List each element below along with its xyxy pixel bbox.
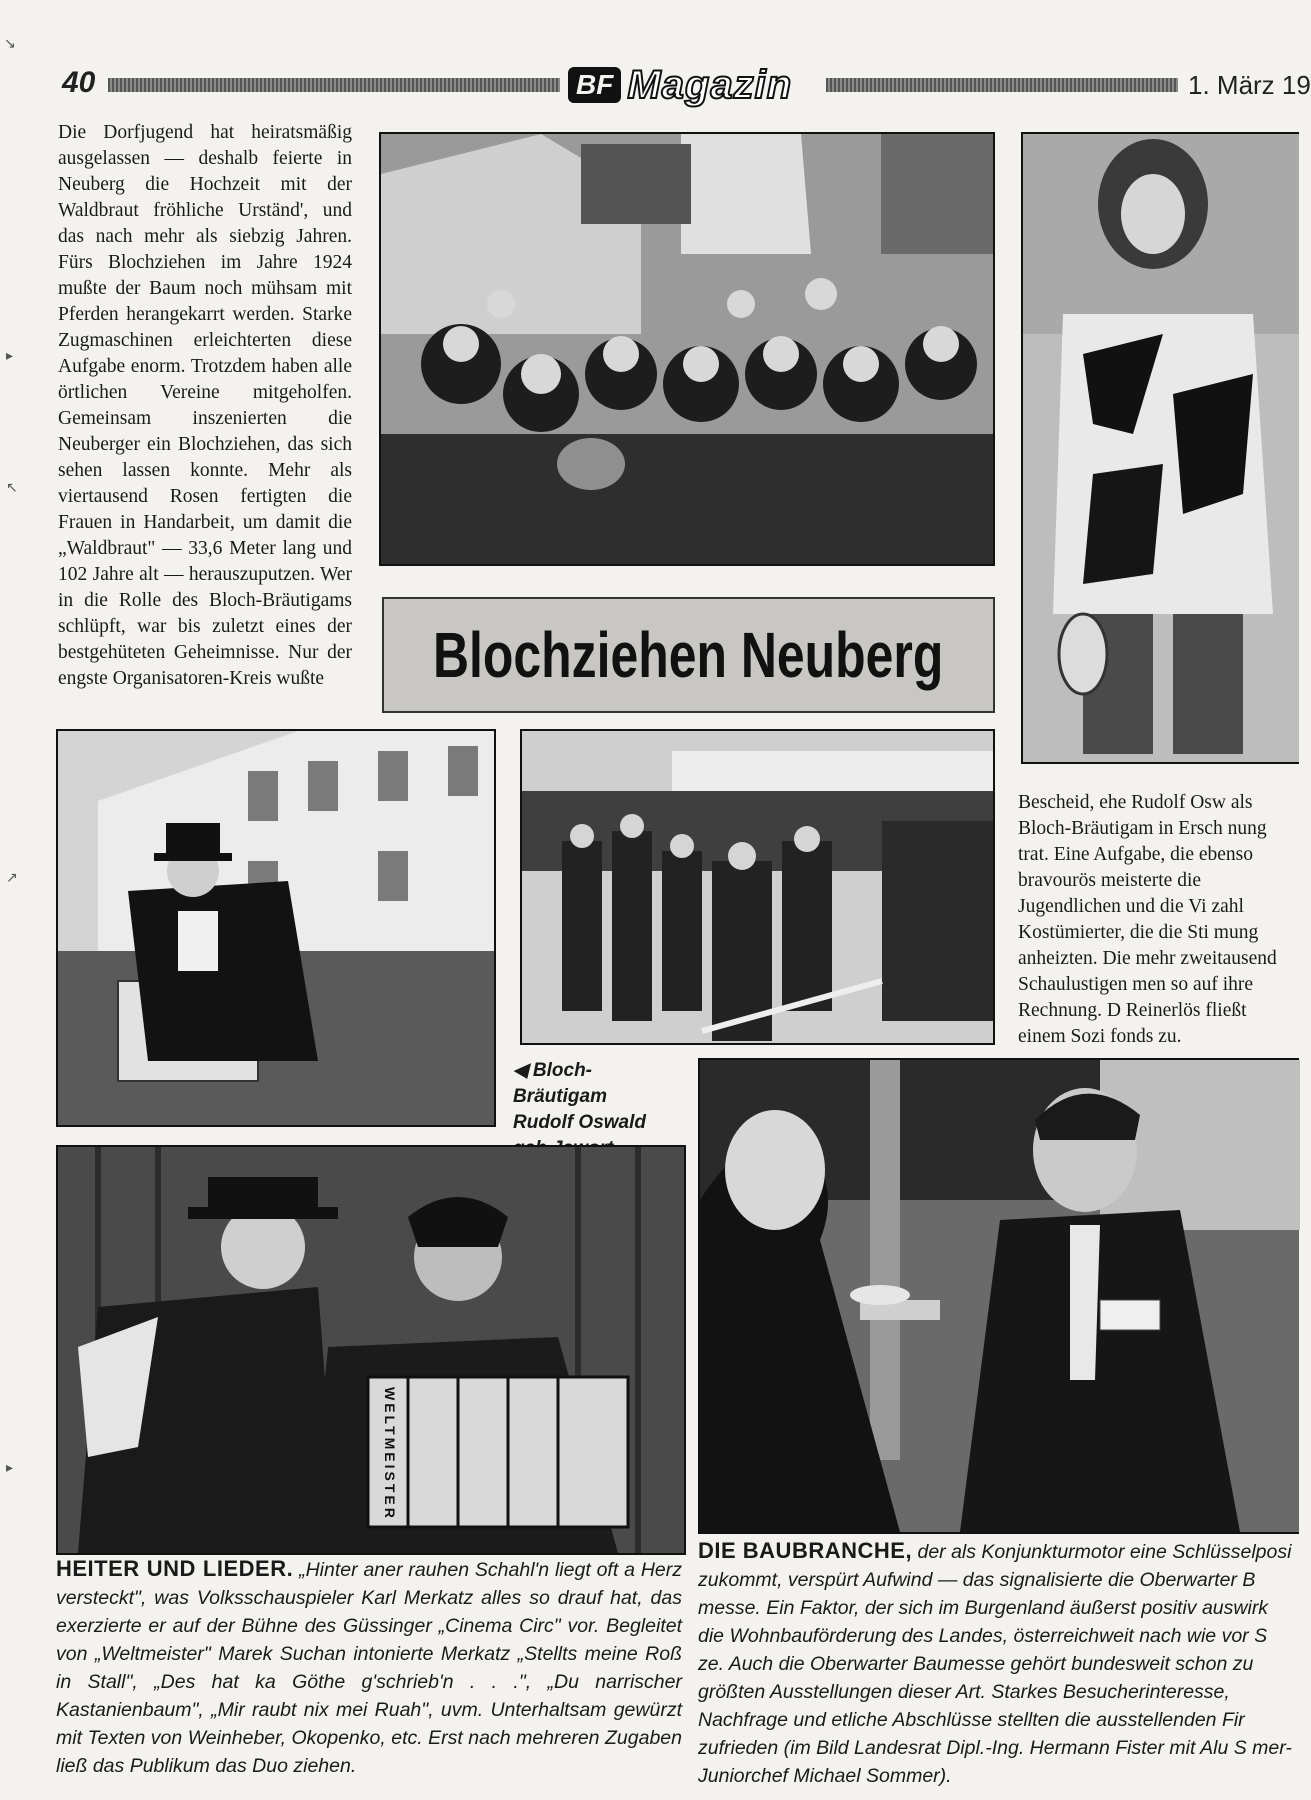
photo-children-on-tree (379, 132, 995, 566)
headline-box (382, 597, 995, 713)
headline: Blochziehen Neuberg (433, 619, 944, 691)
photo-baumesse (698, 1058, 1299, 1534)
margin-mark: ↘ (4, 36, 16, 52)
header-rule-right (826, 78, 1178, 92)
article-column-2: Bescheid, ehe Rudolf Osw als Bloch-Bräutigam in Ersch nung trat. Eine Aufgabe, die ebenso bravourös meisterte die Jugendlichen und die Vi zahl Kostümierter, die die Sti mung anheizten. Die mehr zweitausend Schaulustigen men so auf ihre Rechnung. D Reinerlös fließt einem Sozi fonds zu. (1018, 792, 1277, 1047)
issue-date: 1. März 19 (1188, 70, 1311, 100)
caption-bau-lead: DIE BAUBRANCHE, (698, 1538, 913, 1563)
caption-baubranche (698, 1537, 1297, 1793)
logo-magazin: Magazin (627, 62, 793, 107)
header-rule-left (108, 78, 560, 92)
accordion-brand: WELTMEISTER (382, 1387, 398, 1521)
caption-bau-text: der als Konjunkturmotor eine Schlüsselposi zukommt, verspürt Aufwind — das signalisierte die Oberwarter B messe. Ein Faktor, der sich im Burgenland äußerst positiv auswirk die Wohnbauförderung des Landes, österreichweit nach wie vor S ze. Auch die Oberwarter Baumesse gehört bundesweit schon zu größten Ausstellungen dieser Art. Starkes Besucherinteresse, Nachfrage und etliche Abschlüsse stellten die ausstellenden Fir zufrieden (im Bild Landesrat Dipl.-Ing. Hermann Fister mit Alu S mer-Juniorchef Michael Sommer). (698, 1541, 1292, 1787)
margin-mark: ▸ (6, 348, 14, 364)
magazine-logo (568, 60, 792, 110)
article-column-1: Die Dorfjugend hat heiratsmäßig ausgelassen — deshalb feierte in Neuberg die Hochzeit mit der Waldbraut fröhliche Urständ', und das nach mehr als siebzig Jahren. Fürs Blochziehen im Jahre 1924 mußte der Baum noch mühsam mit Pferden herangekarrt werden. Starke Zugmaschinen erleichterten diese Aufgabe enorm. Trotzdem haben alle örtlichen Vereine mitgeholfen. Gemeinsam inszenierten die Neuberger ein Blochziehen, das sich sehen lassen konnte. Mehr als viertausend Rosen fertigten die Frauen in Handarbeit, um damit die „Waldbraut" — 33,6 Meter lang und 102 Jahre alt — herauszuputzen. Wer in die Rolle des Bloch-Bräutigams schlüpft, war bis zuletzt eines der bestgehüteten Geheimnisse. Nur der engste Organisatoren-Kreis wußte (58, 122, 352, 689)
caption-heiter (56, 1555, 682, 1780)
photo-groom-in-basket (56, 729, 496, 1127)
groom-caption: ◀ Bloch-Bräutigam Rudolf Oswald (513, 1060, 646, 1133)
margin-mark: ▸ (6, 1460, 14, 1476)
photo-costumed-figure (1021, 132, 1299, 764)
page-number: 40 (62, 66, 96, 99)
margin-mark: ↗ (6, 870, 18, 886)
photo-merkatz-accordion (56, 1145, 686, 1555)
caption-heiter-lead: HEITER UND LIEDER. (56, 1556, 294, 1581)
logo-bf: BF (568, 67, 621, 103)
margin-mark: ↖ (6, 480, 18, 496)
photo-procession (520, 729, 995, 1045)
caption-heiter-text: „Hinter aner rauhen Schahl'n liegt oft a Herz versteckt", was Volksschauspieler Karl Merkatz alles so drauf hat, das exerzierte er auf der Bühne des Güssinger „Cinema Circ" vor. Begleitet von „Weltmeister" Marek Suchan intonierte Merkatz „Stellts meine Roß in Stall", „Des hat ka Göthe g'schrieb'n . . .", „Du narrischer Kastanienbaum", „Mir raubt nix mei Ruah", uvm. Unterhaltsam gewürzt mit Texten von Weinheber, Okopenko, etc. Erst nach mehreren Zugaben ließ das Publikum das Duo ziehen. (56, 1559, 682, 1777)
